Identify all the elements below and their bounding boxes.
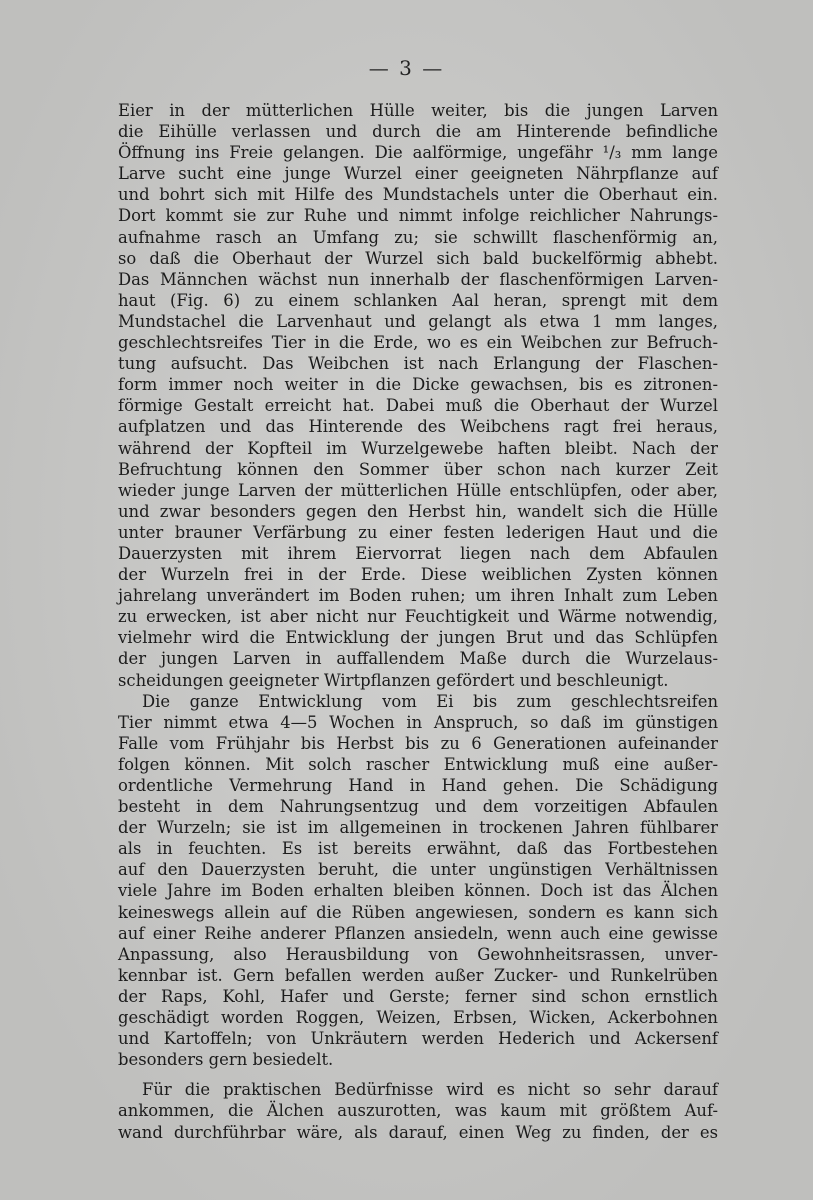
- text-line: und bohrt sich mit Hilfe des Mundstachels unter die Oberhaut ein.: [118, 185, 718, 205]
- text-line: als in feuchten. Es ist bereits erwähnt, daß das Fortbestehen: [118, 839, 718, 859]
- text-line: Für die praktischen Bedürfnisse wird es nicht so sehr darauf: [142, 1080, 718, 1100]
- page-number: — 3 —: [368, 56, 445, 80]
- text-line: Das Männchen wächst nun innerhalb der flaschenförmigen Larven-: [118, 269, 718, 289]
- text-line: unter brauner Verfärbung zu einer festen lederigen Haut und die: [118, 522, 718, 542]
- text-line: Dauerzysten mit ihrem Eiervorrat liegen nach dem Abfaulen: [118, 543, 718, 563]
- text-line: Dort kommt sie zur Ruhe und nimmt infolge reichlicher Nahrungs-: [118, 206, 718, 226]
- text-line: der Raps, Kohl, Hafer und Gerste; ferner sind schon ernstlich: [118, 986, 718, 1006]
- text-line: geschlechtsreifes Tier in die Erde, wo es ein Weibchen zur Befruch-: [118, 333, 718, 353]
- text-line: auf einer Reihe anderer Pflanzen ansiedeln, wenn auch eine gewisse: [118, 923, 718, 943]
- text-line: die Eihülle verlassen und durch die am Hinterende befindliche: [118, 122, 718, 142]
- text-line: viele Jahre im Boden erhalten bleiben können. Doch ist das Älchen: [118, 881, 718, 901]
- text-line: Befruchtung können den Sommer über schon nach kurzer Zeit: [118, 459, 718, 479]
- text-line: der jungen Larven in auffallendem Maße durch die Wurzelaus-: [118, 649, 718, 669]
- text-line: aufnahme rasch an Umfang zu; sie schwillt flaschenförmig an,: [118, 227, 718, 247]
- text-line: förmige Gestalt erreicht hat. Dabei muß die Oberhaut der Wurzel: [118, 396, 718, 416]
- text-line: keineswegs allein auf die Rüben angewiesen, sondern es kann sich: [118, 902, 718, 922]
- text-line: Tier nimmt etwa 4—5 Wochen in Anspruch, so daß im günstigen: [118, 712, 718, 732]
- text-line: Falle vom Frühjahr bis Herbst bis zu 6 Generationen aufeinander: [118, 733, 718, 753]
- paragraph-gap: [118, 1070, 718, 1079]
- paragraph: [118, 1079, 718, 1142]
- text-line: geschädigt worden Roggen, Weizen, Erbsen, Wicken, Ackerbohnen: [118, 1008, 718, 1028]
- text-line: Öffnung ins Freie gelangen. Die aalförmige, ungefähr ¹/₃ mm lange: [118, 143, 718, 163]
- paragraph: [118, 100, 718, 691]
- text-line: ankommen, die Älchen auszurotten, was kaum mit größtem Auf-: [118, 1101, 718, 1121]
- text-line: aufplatzen und das Hinterende des Weibchens ragt frei heraus,: [118, 417, 718, 437]
- text-line: Eier in der mütterlichen Hülle weiter, bis die jungen Larven: [118, 101, 718, 120]
- text-line: und Kartoffeln; von Unkräutern werden Hederich und Ackersenf: [118, 1029, 718, 1049]
- text-line: folgen können. Mit solch rascher Entwicklung muß eine außer-: [118, 754, 718, 774]
- text-line: haut (Fig. 6) zu einem schlanken Aal heran, sprengt mit dem: [118, 290, 718, 310]
- text-line: und zwar besonders gegen den Herbst hin, wandelt sich die Hülle: [118, 501, 718, 521]
- paragraph: [118, 691, 718, 1071]
- text-line: wieder junge Larven der mütterlichen Hülle entschlüpfen, oder aber,: [118, 480, 718, 500]
- text-line: der Wurzeln; sie ist im allgemeinen in trockenen Jahren fühlbarer: [118, 818, 718, 838]
- text-line: wand durchführbar wäre, als darauf, einen Weg zu finden, der es: [118, 1122, 718, 1142]
- text-line: scheidungen geeigneter Wirtpflanzen gefördert und beschleunigt.: [118, 670, 669, 690]
- text-line: Larve sucht eine junge Wurzel einer geeigneten Nährpflanze auf: [118, 164, 718, 184]
- text-line: form immer noch weiter in die Dicke gewachsen, bis es zitronen-: [118, 375, 718, 395]
- text-line: zu erwecken, ist aber nicht nur Feuchtigkeit und Wärme notwendig,: [118, 607, 718, 627]
- body-text: [118, 100, 718, 1143]
- text-line: Mundstachel die Larvenhaut und gelangt als etwa 1 mm langes,: [118, 311, 718, 331]
- text-line: der Wurzeln frei in der Erde. Diese weiblichen Zysten können: [118, 565, 718, 585]
- text-line: kennbar ist. Gern befallen werden außer Zucker- und Runkelrüben: [118, 965, 718, 985]
- text-line: jahrelang unverändert im Boden ruhen; um ihren Inhalt zum Leben: [118, 586, 718, 606]
- text-line: besonders gern besiedelt.: [118, 1050, 334, 1070]
- text-line: Die ganze Entwicklung vom Ei bis zum geschlechtsreifen: [142, 691, 718, 711]
- text-line: tung aufsucht. Das Weibchen ist nach Erlangung der Flaschen-: [118, 354, 718, 374]
- text-line: Anpassung, also Herausbildung von Gewohnheitsrassen, unver-: [118, 944, 718, 964]
- text-line: während der Kopfteil im Wurzelgewebe haften bleibt. Nach der: [118, 438, 718, 458]
- text-line: auf den Dauerzysten beruht, die unter ungünstigen Verhältnissen: [118, 860, 718, 880]
- text-line: so daß die Oberhaut der Wurzel sich bald buckelförmig abhebt.: [118, 248, 718, 268]
- text-line: ordentliche Vermehrung Hand in Hand gehen. Die Schädigung: [118, 776, 718, 795]
- text-line: vielmehr wird die Entwicklung der jungen Brut und das Schlüpfen: [118, 628, 718, 648]
- text-line: besteht in dem Nahrungsentzug und dem vorzeitigen Abfaulen: [118, 797, 718, 817]
